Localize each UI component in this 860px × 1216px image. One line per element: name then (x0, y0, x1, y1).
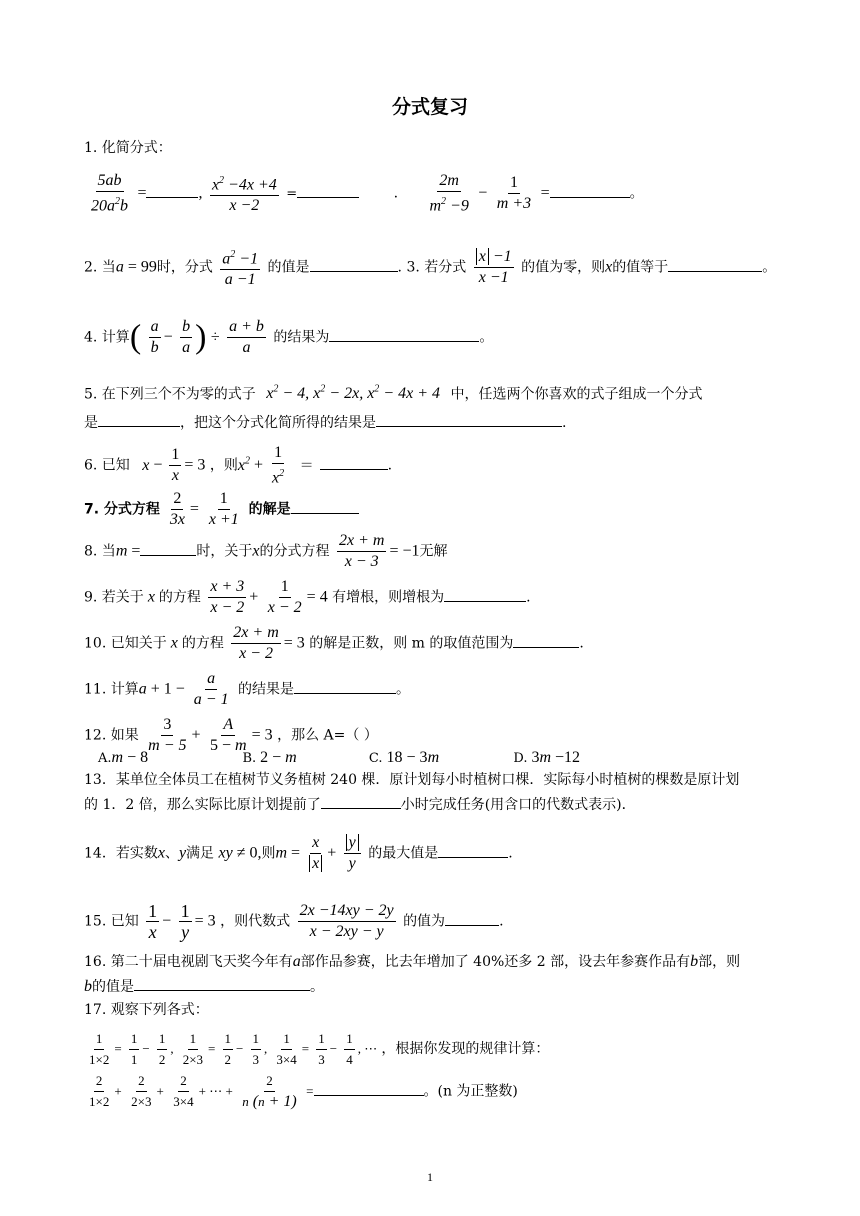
choice-c[interactable]: C. 18 − 3m (368, 749, 440, 766)
page-title: 分式复习 (391, 96, 468, 118)
choice-a[interactable]: A.m − 8 (98, 749, 149, 766)
question-11: 11. 计算a + 1 − $\frac{a}{a - 1}$ 的结果是 。 (84, 670, 411, 708)
question-9: 9. 若关于 x 的方程 $\frac{x + 3}{x - 2}$ + $\frac{1}{x - 2}$ = 4 有增根，则增根为 . (84, 578, 531, 616)
question-16-line-1: 16. 第二十届电视剧飞天奖今年有a部作品参赛，比去年增加了 40%还多 2 部，设去年参赛作品有b部，则 (84, 953, 741, 970)
question-17-label: 17. 观察下列各式： (84, 1002, 209, 1018)
question-13-line-1: 13．某单位全体员工在植树节义务植树 240 棵．原计划每小时植树口棵．实际每小时植树的棵数是原计划 (84, 772, 740, 788)
question-5-line-2: 是 ，把这个分式化简所得的结果是 . (84, 412, 566, 433)
question-15: 15. 已知 $\frac{1}{x}$ − $\frac{1}{y}$ = 3 ，则代数式 $\frac{2x -14xy - 2y}{x - 2xy - y}$ 的值为 . (84, 901, 504, 942)
question-1-label: 1. 化简分式： (84, 140, 172, 156)
question-10: 10. 已知关于 x 的方程 $\frac{2x + m}{x - 2}$ = 3 的解是正数，则 m 的取值范围为 . (84, 624, 584, 662)
question-8: 8. 当m = 时，关于x的分式方程 $\frac{2x + m}{x - 3}$ = −1无解 (84, 532, 448, 570)
question-13-line-2: 的 1．2 倍，那么实际比原计划提前了 小时完成任务(用含口的代数式表示)． (84, 794, 636, 815)
question-16-line-2: b的值是 。 (84, 978, 324, 995)
question-14: 14．若实数x、y满足 xy ≠ 0,则m = $\frac{x}{x}$ + $\frac{y}{y}$ 的最大值是 . (84, 834, 513, 872)
choice-d[interactable]: D. 3m −12 (513, 749, 581, 766)
question-12-choices (98, 748, 580, 769)
question-7: 7. 分式方程 $\frac{2}{3x}$ = $\frac{1}{x +1}$ 的解是 (84, 490, 359, 529)
question-17-sum: $\frac{2}{1\times 2}$ + $\frac{2}{2\times 3}$ + $\frac{2}{3\times 4}$ + ⋯ + $\frac{2}{n (n + 1)}$ = 。(n 为正整数) (89, 1073, 518, 1110)
question-17-pattern: $\frac{1}{1\times 2}$ = $\frac{1}{1}$ − $\frac{1}{2}$ , $\frac{1}{2\times 3}$ = $\frac{1}{2}$ − $\frac{1}{3}$ , $\frac{1}{3\times 4}$ = $\frac{1}{3}$ − $\frac{1}{4}$ , ⋯ ，根据你发现的规律计算： (89, 1031, 550, 1067)
question-1-expressions: $\frac{5ab}{20a^2b}$ = , $\frac{x^2 -4x +4}{x -2}$ = . $\frac{2m}{m^2 -9}$ − $\frac{1}{m +3}$ = 。 (91, 172, 644, 215)
question-12: 12. 如果 $\frac{3}{m - 5}$ + $\frac{A}{5 - m}$ = 3 ，那么 A=（ ） (84, 716, 378, 754)
choice-b[interactable]: B. 2 − m (242, 749, 297, 766)
page-number: 1 (427, 1170, 433, 1184)
question-5-line-1: 5. 在下列三个不为零的式子 $x^2 - 4$, $x^2 - 2x$, $x^2 - 4x + 4$ 中，任选两个你喜欢的式子组成一个分式 (84, 384, 703, 403)
question-2-3: 2. 当a = 99时，分式 $\frac{a^2 -1}{a -1}$ 的值是 . 3. 若分式 $\frac{x -1}{x -1}$ 的值为零，则x的值等于 。 (84, 246, 776, 289)
question-4: 4. 计算( $\frac{a}{b}$ − $\frac{b}{a}$ ) ÷ $\frac{a + b}{a}$ 的结果为 。 (84, 318, 494, 356)
question-6: 6. 已知 x − $\frac{1}{x}$ = 3 ，则$x^2$ + $\frac{1}{x^2}$ ＝ . (84, 444, 393, 487)
